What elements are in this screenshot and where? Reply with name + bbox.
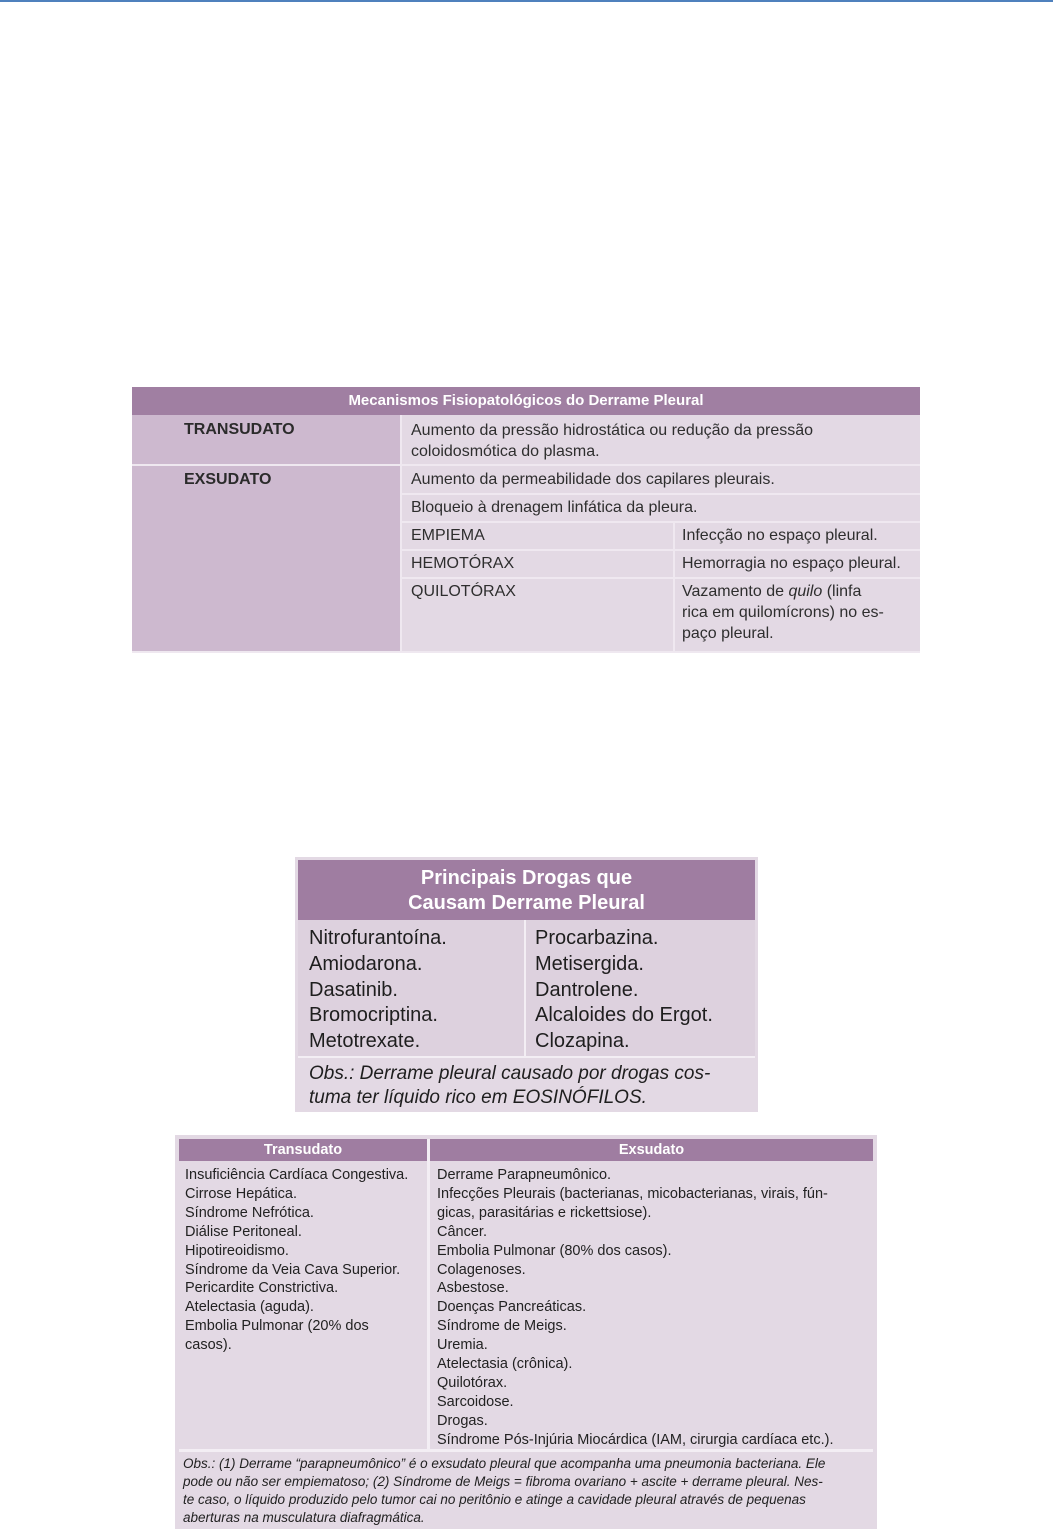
list-item: Infecções Pleurais (bacterianas, micobacterianas, virais, fún- — [437, 1185, 828, 1202]
row-divider — [402, 493, 920, 495]
row-divider — [402, 549, 920, 551]
list-item: Quilotórax. — [437, 1374, 508, 1391]
list-item: Doenças Pancreáticas. — [437, 1299, 587, 1316]
column-divider — [427, 1139, 430, 1449]
drug-item: Nitrofurantoína. — [309, 927, 447, 949]
drugs-right-column — [535, 926, 713, 1055]
mechanisms-table-title: Mecanismos Fisiopatológicos do Derrame Pleural — [132, 387, 920, 415]
list-item: Embolia Pulmonar (80% dos casos). — [437, 1242, 672, 1259]
hemotorax-label: HEMOTÓRAX — [411, 555, 515, 572]
hemotorax-description: Hemorragia no espaço pleural. — [682, 555, 901, 572]
empiema-label: EMPIEMA — [411, 527, 485, 544]
exsudato-causes — [437, 1166, 833, 1450]
list-item: gicas, parasitárias e rickettsiose). — [437, 1204, 652, 1221]
drug-item: Bromocriptina. — [309, 1004, 438, 1027]
mechanisms-table — [132, 387, 920, 653]
drug-item: Metotrexate. — [309, 1030, 421, 1053]
list-item: Pericardite Constrictiva. — [185, 1280, 339, 1297]
exsudato-label: EXSUDATO — [184, 471, 272, 488]
drug-item: Amiodarona. — [309, 952, 423, 975]
list-item: Sarcoidose. — [437, 1393, 514, 1410]
row-divider — [402, 521, 920, 523]
list-item: Embolia Pulmonar (20% dos — [185, 1318, 369, 1335]
list-item: Atelectasia (crônica). — [437, 1356, 573, 1373]
drug-item: Dantrolene. — [535, 978, 639, 1001]
transudato-header: Transudato — [179, 1139, 427, 1161]
list-item: Derrame Parapneumônico. — [437, 1167, 612, 1183]
list-item: Atelectasia (aguda). — [185, 1299, 314, 1316]
drugs-observation: Obs.: Derrame pleural causado por drogas cos- tuma ter líquido rico em EOSINÓFILOS. — [309, 1063, 711, 1108]
list-item: Drogas. — [437, 1412, 488, 1429]
column-divider — [400, 415, 402, 651]
causes-table — [175, 1135, 877, 1529]
row-divider — [298, 1056, 755, 1058]
quilotorax-label: QUILOTÓRAX — [411, 583, 516, 600]
list-item: Colagenoses. — [437, 1261, 526, 1278]
transudato-causes — [185, 1166, 408, 1355]
top-rule — [0, 0, 1053, 2]
exsudato-row-1: Aumento da permeabilidade dos capilares pleurais. — [411, 471, 775, 488]
subcolumn-divider — [673, 521, 675, 651]
drugs-table — [295, 857, 758, 1112]
list-item: Cirrose Hepática. — [185, 1185, 298, 1202]
list-item: Câncer. — [437, 1223, 487, 1240]
row-divider — [179, 1449, 873, 1452]
drugs-table-title: Principais Drogas que Causam Derrame Pleural — [298, 860, 755, 920]
row-divider — [132, 464, 920, 466]
list-item: Síndrome da Veia Cava Superior. — [185, 1261, 401, 1278]
list-item: Insuficiência Cardíaca Congestiva. — [185, 1167, 409, 1183]
table-bottom-border — [132, 651, 920, 653]
causes-observation: Obs.: (1) Derrame “parapneumônico” é o exsudato pleural que acompanha uma pneumonia bacteriana. Ele pode ou não ser empiematoso; (2) Síndrome de Meigs = fibroma ovariano + ascite + derrame pleural. Nes- te caso, o líquido produzido pelo tumor cai no peritônio e atinge a cavidade pleural através de pequenas aberturas na musculatura diafragmática. — [183, 1456, 826, 1525]
list-item: Hipotireoidismo. — [185, 1242, 289, 1259]
row-divider — [402, 577, 920, 579]
exsudato-header: Exsudato — [430, 1139, 873, 1161]
column-divider — [524, 920, 526, 1056]
list-item: Uremia. — [437, 1337, 488, 1354]
drug-item: Dasatinib. — [309, 978, 398, 1001]
label-column — [132, 415, 400, 651]
list-item: Síndrome Pós-Injúria Miocárdica (IAM, cirurgia cardíaca etc.). — [437, 1431, 834, 1448]
exsudato-row-2: Bloqueio à drenagem linfática da pleura. — [411, 499, 698, 516]
list-item: Asbestose. — [437, 1280, 509, 1297]
list-item: Síndrome Nefrótica. — [185, 1204, 314, 1221]
transudato-description: Aumento da pressão hidrostática ou redução da pressão coloidosmótica do plasma. — [411, 422, 814, 460]
transudato-label: TRANSUDATO — [184, 421, 295, 438]
drugs-table-body — [298, 920, 755, 1056]
drug-item: Procarbazina. — [535, 927, 659, 949]
empiema-description: Infecção no espaço pleural. — [682, 527, 878, 544]
drugs-left-column — [309, 926, 447, 1055]
drug-item: Clozapina. — [535, 1030, 630, 1053]
drug-item: Metisergida. — [535, 952, 644, 975]
quilotorax-description: Vazamento de quilo (linfa rica em quilomícrons) no es- paço pleural. — [682, 583, 884, 642]
drug-item: Alcaloides do Ergot. — [535, 1004, 713, 1027]
list-item: Diálise Peritoneal. — [185, 1223, 302, 1240]
list-item: casos). — [185, 1337, 232, 1354]
list-item: Síndrome de Meigs. — [437, 1318, 567, 1335]
